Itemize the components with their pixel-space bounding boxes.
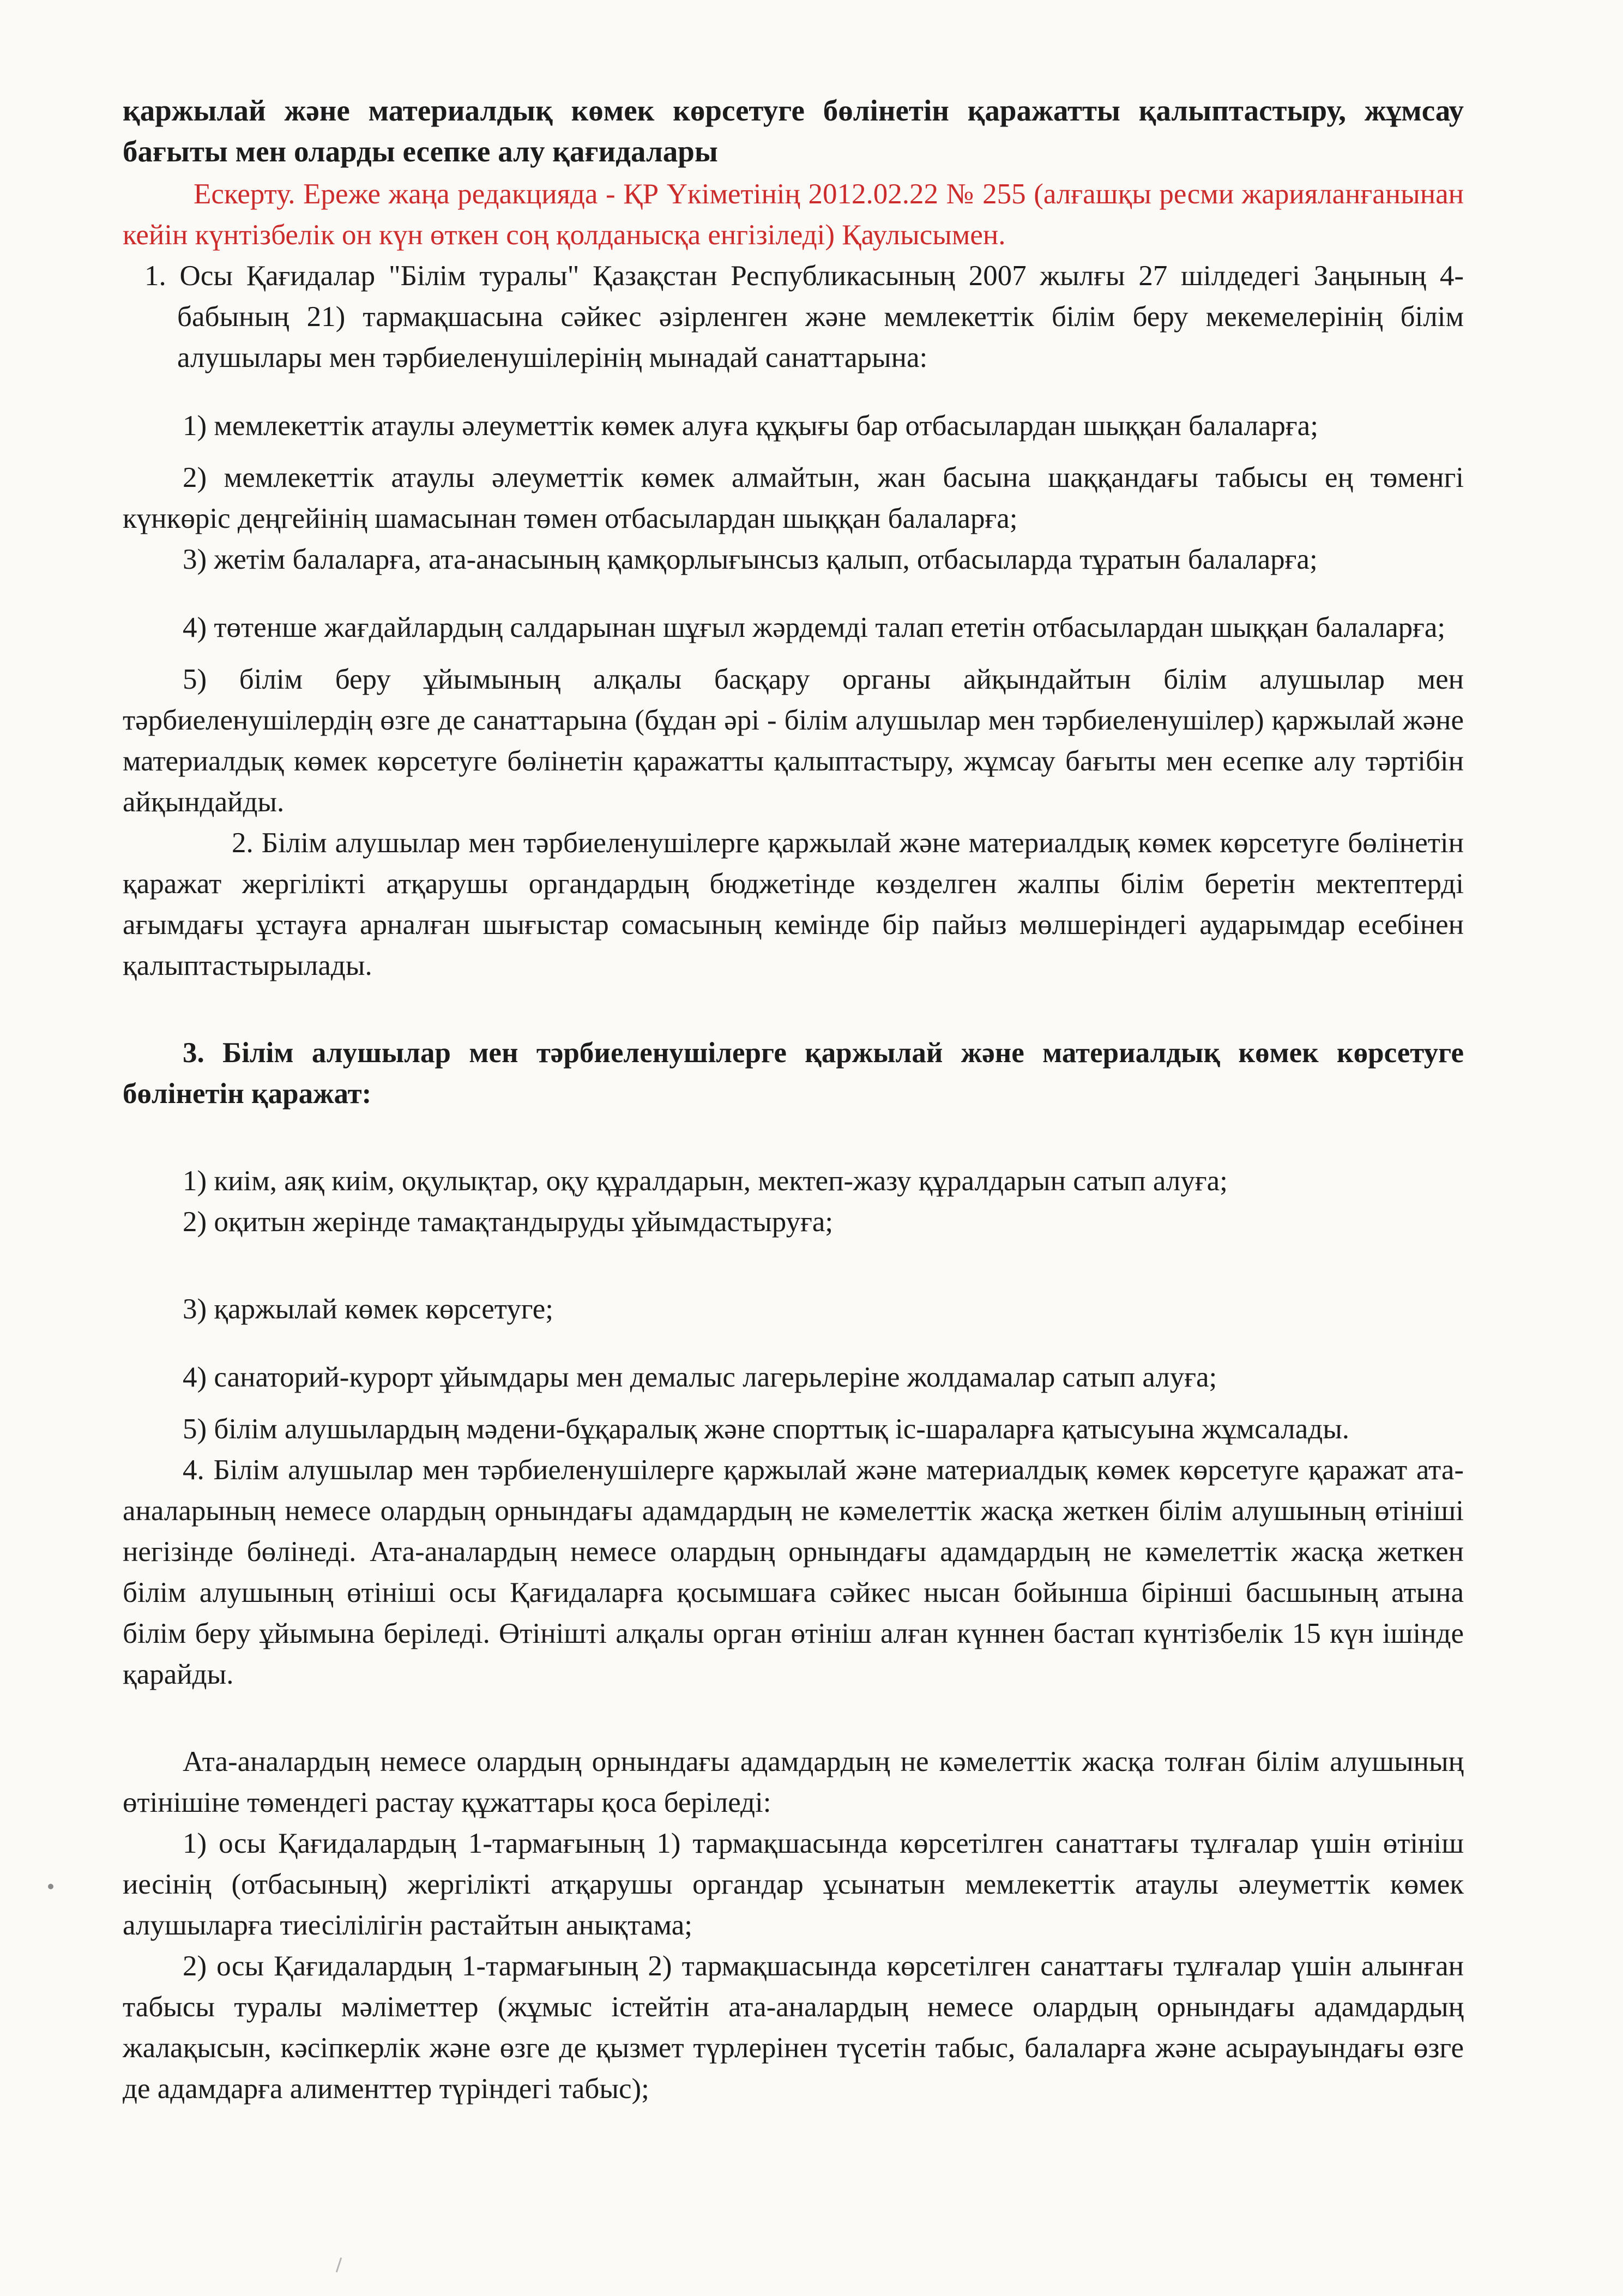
document-title: қаржылай және материалдық көмек көрсетуге бөлінетін қаражатты қалыптастыру, жұмсау бағыты мен оларды есепке алу қағидалары bbox=[123, 94, 1464, 168]
scan-mark bbox=[336, 2257, 342, 2273]
paragraph-4: 4. Білім алушылар мен тәрбиеленушілерге қаржылай және материалдық көмек көрсетуге қаражат ата-аналарының немесе олардың орнындағы адамдардың не кәмелеттік жасқа жеткен білім алушының өтініші негізінде бөлінеді. Ата-аналардың немесе олардың орнындағы адамдардың не кәмелеттік жасқа жеткен білім алушының өтініші осы Қағидаларға қосымшаға сәйкес нысан бойынша бірінші басшының атына білім беру ұйымына беріледі. Өтінішті алқалы орган өтініш алған күннен бастап күнтізбелік 15 күн ішінде қарайды. bbox=[123, 1454, 1464, 1690]
paragraph-3-item-1: 1) киім, аяқ киім, оқулықтар, оқу құралдарын, мектеп-жазу құралдарын сатып алуға; bbox=[183, 1165, 1228, 1197]
paragraph-1-text: Осы Қағидалар "Білім туралы" Қазақстан Республикасының 2007 жылғы 27 шілдедегі Заңының 4-бабының 21) тармақшасына сәйкес әзірленген және мемлекеттік білім беру мекемелерінің білім алушылары мен тәрбиеленушілерінің мынадай санаттарына: bbox=[177, 260, 1464, 373]
paragraph-3-item-3: 3) қаржылай көмек көрсетуге; bbox=[183, 1293, 553, 1325]
paragraph-3-intro: 3. Білім алушылар мен тәрбиеленушілерге қаржылай және материалдық көмек көрсетуге бөлінетін қаражат: bbox=[123, 1037, 1464, 1110]
document-body bbox=[123, 90, 1464, 2110]
paragraph-1-intro bbox=[123, 256, 1464, 378]
scan-speck bbox=[48, 1884, 53, 1889]
paragraph-5-intro: Ата-аналардың немесе олардың орнындағы адамдардың не кәмелеттік жасқа толған білім алушының өтінішіне төмендегі растау құжаттары қоса беріледі: bbox=[123, 1746, 1464, 1818]
paragraph-5-item-2: 2) осы Қағидалардың 1-тармағының 2) тармақшасында көрсетілген санаттағы тұлғалар үшін алынған табысы туралы мәліметтер (жұмыс істейтін ата-аналардың немесе олардың орнындағы адамдардың жалақысын, кәсіпкерлік және өзге де қызмет түрлерінен түсетін табыс, балаларға және асырауындағы өзге де адамдарға алименттер түріндегі табыс); bbox=[123, 1950, 1464, 2105]
paragraph-5-item-1: 1) осы Қағидалардың 1-тармағының 1) тармақшасында көрсетілген санаттағы тұлғалар үшін өтініш иесінің (отбасының) жергілікті атқарушы органдар ұсынатын мемлекеттік атаулы әлеуметтік көмек алушыларға тиесілілігін растайтын анықтама; bbox=[123, 1828, 1464, 1941]
amendment-note: Ескерту. Ереже жаңа редакцияда - ҚР Үкіметінің 2012.02.22 № 255 (алғашқы ресми жарияланғанынан кейін күнтізбелік он күн өткен соң қолданысқа енгізіледі) Қаулысымен. bbox=[123, 178, 1464, 251]
paragraph-3-item-5: 5) білім алушылардың мәдени-бұқаралық және спорттық іс-шараларға қатысуына жұмсалады. bbox=[183, 1413, 1350, 1445]
paragraph-1-item-1: 1) мемлекеттік атаулы әлеуметтік көмек алуға құқығы бар отбасылардан шыққан балаларға; bbox=[183, 410, 1318, 442]
paragraph-1-item-4: 4) төтенше жағдайлардың салдарынан шұғыл жәрдемді талап ететін отбасылардан шыққан балаларға; bbox=[183, 612, 1446, 643]
paragraph-2: 2. Білім алушылар мен тәрбиеленушілерге қаржылай және материалдық көмек көрсетуге бөлінетін қаражат жергілікті атқарушы органдардың бюджетінде көзделген жалпы білім беретін мектептерді ағымдағы ұстауға арналған шығыстар сомасының кемінде бір пайыз мөлшеріндегі аударымдар есебінен қалыптастырылады. bbox=[123, 827, 1464, 981]
paragraph-3-item-2: 2) оқитын жерінде тамақтандыруды ұйымдастыруға; bbox=[183, 1206, 834, 1238]
paragraph-1-item-2: 2) мемлекеттік атаулы әлеуметтік көмек алмайтын, жан басына шаққандағы табысы ең төменгі күнкөріс деңгейінің шамасынан төмен отбасылардан шыққан балаларға; bbox=[123, 462, 1464, 534]
paragraph-1-item-5: 5) білім беру ұйымының алқалы басқару органы айқындайтын білім алушылар мен тәрбиеленушілердің өзге де санаттарына (бұдан әрі - білім алушылар мен тәрбиеленушілер) қаржылай және материалдық көмек көрсетуге бөлінетін қаражатты қалыптастыру, жұмсау бағыты мен есепке алу тәртібін айқындайды. bbox=[123, 664, 1464, 818]
paragraph-3-item-4: 4) санаторий-курорт ұйымдары мен демалыс лагерьлеріне жолдамалар сатып алуға; bbox=[183, 1361, 1217, 1393]
paragraph-1-item-3: 3) жетім балаларға, ата-анасының қамқорлығынсыз қалып, отбасыларда тұратын балаларға; bbox=[183, 544, 1318, 575]
paragraph-1-number: 1. bbox=[144, 260, 166, 292]
